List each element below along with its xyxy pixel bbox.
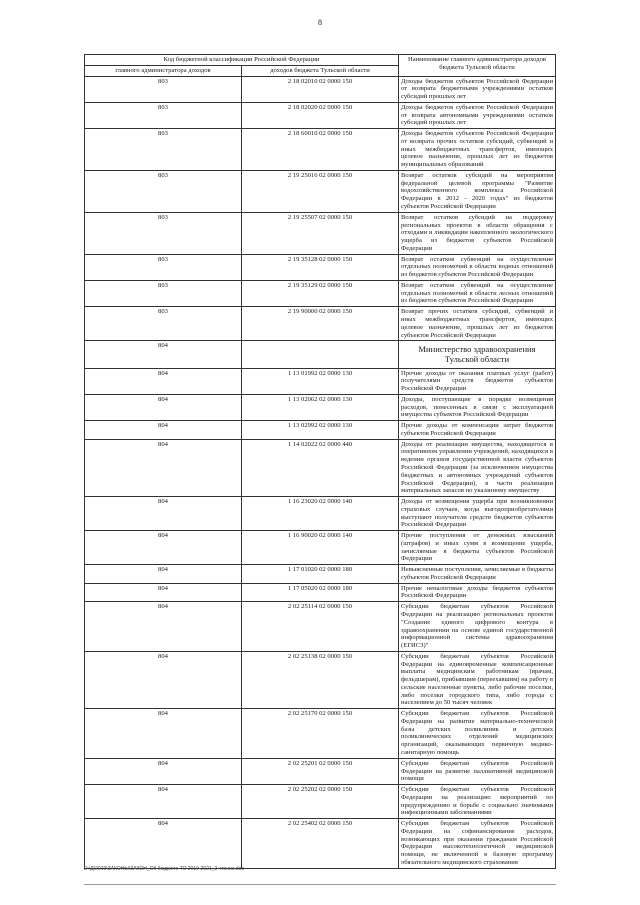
table-row — [85, 565, 556, 584]
income-name-cell: Субсидии бюджетам субъектов Российской Федерации на реализацию мероприятий по предупреждению и борьбе с социально значимыми инфекционными заболеваниями — [399, 785, 556, 819]
income-code-cell: 2 19 35129 02 0000 150 — [242, 280, 399, 306]
admin-code-cell: 804 — [85, 421, 242, 440]
ministry-admin-code: 804 — [85, 341, 242, 368]
income-code-cell: 2 02 25402 02 0000 150 — [242, 819, 399, 869]
admin-code-cell: 804 — [85, 651, 242, 708]
table-row — [85, 709, 556, 759]
income-code-cell: 2 02 25201 02 0000 150 — [242, 758, 399, 784]
income-name-cell: Субсидии бюджетам субъектов Российской Федерации на единовременные компенсационные выплаты медицинским работникам (врачам, фельдшерам), прибывшим (переехавшим) на работу в сельские населенные пункты, либо рабочие поселки, либо поселки городского типа, либо города с населением до 50 тысяч человек — [399, 651, 556, 708]
income-code-cell: 1 14 02022 02 0000 440 — [242, 439, 399, 496]
table-row — [85, 758, 556, 784]
table-row — [85, 785, 556, 819]
admin-code-cell: 804 — [85, 583, 242, 602]
ministry-name: Министерство здравоохранения Тульской области — [399, 341, 556, 368]
admin-code-cell: 803 — [85, 102, 242, 128]
table-row — [85, 394, 556, 420]
income-code-cell: 2 19 25507 02 0000 150 — [242, 212, 399, 254]
income-name-cell: Доходы бюджетов субъектов Российской Федерации от возврата автономными учреждениями остатков субсидий прошлых лет — [399, 102, 556, 128]
admin-code-cell: 804 — [85, 758, 242, 784]
income-name-cell: Доходы от реализации имущества, находящегося в оперативном управлении учреждений, находящихся в ведении органов государственной власти субъектов Российской Федерации (за исключением имущества бюджетных и автономных учреждений субъектов Российской Федерации), в части реализации материальных запасов по указанному имуществу — [399, 439, 556, 496]
table-row — [85, 102, 556, 128]
income-code-cell: 1 16 23020 02 0000 140 — [242, 497, 399, 531]
table-row — [85, 170, 556, 212]
bottom-divider — [84, 884, 556, 885]
income-name-cell: Доходы бюджетов субъектов Российской Федерации от возврата прочих остатков субсидий, субвенций и иных межбюджетных трансфертов, имеющих целевое назначение, прошлых лет из бюджетов муниципальных образований — [399, 129, 556, 171]
table-row — [85, 368, 556, 394]
admin-code-cell: 803 — [85, 254, 242, 280]
income-name-cell: Субсидии бюджетам субъектов Российской Федерации на развитие материально-технической базы детских поликлиник и детских поликлинических отделений медицинских организаций, оказывающих первичную медико-санитарную помощь — [399, 709, 556, 759]
income-code-cell: 2 02 25170 02 0000 150 — [242, 709, 399, 759]
ministry-empty-cell — [242, 341, 399, 368]
income-name-cell: Невыясненные поступления, зачисляемые в бюджеты субъектов Российской Федерации — [399, 565, 556, 584]
income-name-cell: Возврат остатков субсидий на поддержку региональных проектов в области обращения с отходами и ликвидации накопленного экологического ущерба из бюджетов субъектов Российской Федерации — [399, 212, 556, 254]
admin-code-cell: 804 — [85, 602, 242, 652]
admin-code-cell: 803 — [85, 170, 242, 212]
income-code-cell: 2 02 25202 02 0000 150 — [242, 785, 399, 819]
income-name-cell: Субсидии бюджетам субъектов Российской Федерации на реализацию региональных проектов "Создание единого цифрового контура в здравоохранении на основе единой государственной информационной системы здравоохранения (ЕГИСЗ)" — [399, 602, 556, 652]
table-row — [85, 819, 556, 869]
admin-code-cell: 804 — [85, 394, 242, 420]
table-row — [85, 583, 556, 602]
admin-code-cell: 803 — [85, 280, 242, 306]
table-row — [85, 76, 556, 102]
table-row — [85, 421, 556, 440]
income-name-cell: Возврат остатков субсидий на мероприятия федеральной целевой программы "Развитие водохозяйственного комплекса Российской Федерации в 2012 - 2020 годах" из бюджетов субъектов Российской Федерации — [399, 170, 556, 212]
table-row — [85, 129, 556, 171]
ministry-row — [85, 341, 556, 368]
income-code-cell: 1 13 01992 02 0000 130 — [242, 368, 399, 394]
admin-code-cell: 803 — [85, 307, 242, 341]
income-code-cell: 2 19 90000 02 0000 150 — [242, 307, 399, 341]
table-header-row — [85, 55, 556, 66]
table-row — [85, 497, 556, 531]
income-name-cell: Субсидии бюджетам субъектов Российской Федерации на софинансирование расходов, возникающих при оказании гражданам Российской Федерации высокотехнологичной медицинской помощи, не включенной в базовую программу обязательного медицинского страхования — [399, 819, 556, 869]
income-name-cell: Субсидии бюджетам субъектов Российской Федерации на развитие паллиативной медицинской помощи — [399, 758, 556, 784]
header-admin-name: Наименование главного администратора доходов бюджета Тульской области — [399, 55, 556, 77]
income-code-cell: 2 02 25114 02 0000 150 — [242, 602, 399, 652]
admin-code-cell: 803 — [85, 76, 242, 102]
admin-code-cell: 804 — [85, 819, 242, 869]
table-row — [85, 651, 556, 708]
table-row — [85, 307, 556, 341]
income-name-cell: Возврат остатков субвенций на осуществление отдельных полномочий в области водных отношений из бюджетов субъектов Российской Федерации — [399, 254, 556, 280]
header-admin: главного администратора доходов — [85, 65, 242, 76]
income-name-cell: Возврат прочих остатков субсидий, субвенций и иных межбюджетных трансфертов, имеющих целевое назначение, прошлых лет из бюджетов субъектов Российской Федерации — [399, 307, 556, 341]
income-code-cell: 2 18 60010 02 0000 150 — [242, 129, 399, 171]
admin-code-cell: 803 — [85, 129, 242, 171]
table-row — [85, 254, 556, 280]
income-name-cell: Доходы, поступающие в порядке возмещения расходов, понесенных в связи с эксплуатацией имущества субъектов Российской Федерации — [399, 394, 556, 420]
table-body-ministry-803 — [85, 76, 556, 341]
income-name-cell: Прочие доходы от оказания платных услуг (работ) получателями средств бюджетов субъектов Российской Федерации — [399, 368, 556, 394]
header-income: доходов бюджета Тульской области — [242, 65, 399, 76]
income-name-cell: Прочие неналоговые доходы бюджетов субъектов Российской Федерации — [399, 583, 556, 602]
income-name-cell: Доходы бюджетов субъектов Российской Федерации от возврата бюджетными учреждениями остатков субсидий прошлых лет — [399, 76, 556, 102]
income-code-cell: 2 19 35128 02 0000 150 — [242, 254, 399, 280]
income-name-cell: Прочие доходы от компенсации затрат бюджетов субъектов Российской Федерации — [399, 421, 556, 440]
income-name-cell: Прочие поступления от денежных взысканий (штрафов) и иных сумм в возмещение ущерба, зачисляемые в бюджеты субъектов Российской Федерации — [399, 531, 556, 565]
table-body-ministry-804-heading — [85, 341, 556, 368]
income-code-cell: 1 17 01020 02 0000 180 — [242, 565, 399, 584]
income-code-cell: 2 18 02010 02 0000 150 — [242, 76, 399, 102]
budget-classification-table — [84, 54, 556, 869]
table-row — [85, 439, 556, 496]
admin-code-cell: 804 — [85, 439, 242, 496]
table-row — [85, 531, 556, 565]
income-code-cell: 2 19 25016 02 0000 150 — [242, 170, 399, 212]
table-row — [85, 212, 556, 254]
income-code-cell: 1 16 90020 02 0000 140 — [242, 531, 399, 565]
income-name-cell: Доходы от возмещения ущерба при возникновении страховых случаев, когда выгодоприобретателями выступают получатели средств бюджетов субъектов Российской Федерации — [399, 497, 556, 531]
income-name-cell: Возврат остатков субвенций на осуществление отдельных полномочий в области лесных отношений из бюджетов субъектов Российской Федерации — [399, 280, 556, 306]
income-code-cell: 1 17 05020 02 0000 180 — [242, 583, 399, 602]
income-code-cell: 2 02 25138 02 0000 150 — [242, 651, 399, 708]
admin-code-cell: 804 — [85, 497, 242, 531]
income-code-cell: 1 13 02062 02 0000 130 — [242, 394, 399, 420]
header-code-group: Код бюджетной классификации Российской Федерации — [85, 55, 399, 66]
admin-code-cell: 804 — [85, 785, 242, 819]
income-code-cell: 1 13 02992 02 0000 130 — [242, 421, 399, 440]
admin-code-cell: 804 — [85, 709, 242, 759]
table-row — [85, 602, 556, 652]
admin-code-cell: 804 — [85, 565, 242, 584]
income-code-cell: 2 18 02020 02 0000 150 — [242, 102, 399, 128]
admin-code-cell: 804 — [85, 368, 242, 394]
file-path-footer: D:\Д\2019\ЗАКОНЫ\ЗАКОН_Об бюджете ТО 2019-2021_2 чтение.doc — [84, 866, 244, 872]
table-row — [85, 280, 556, 306]
admin-code-cell: 803 — [85, 212, 242, 254]
table-body-ministry-804 — [85, 368, 556, 868]
admin-code-cell: 804 — [85, 531, 242, 565]
page-number: 8 — [318, 18, 322, 27]
